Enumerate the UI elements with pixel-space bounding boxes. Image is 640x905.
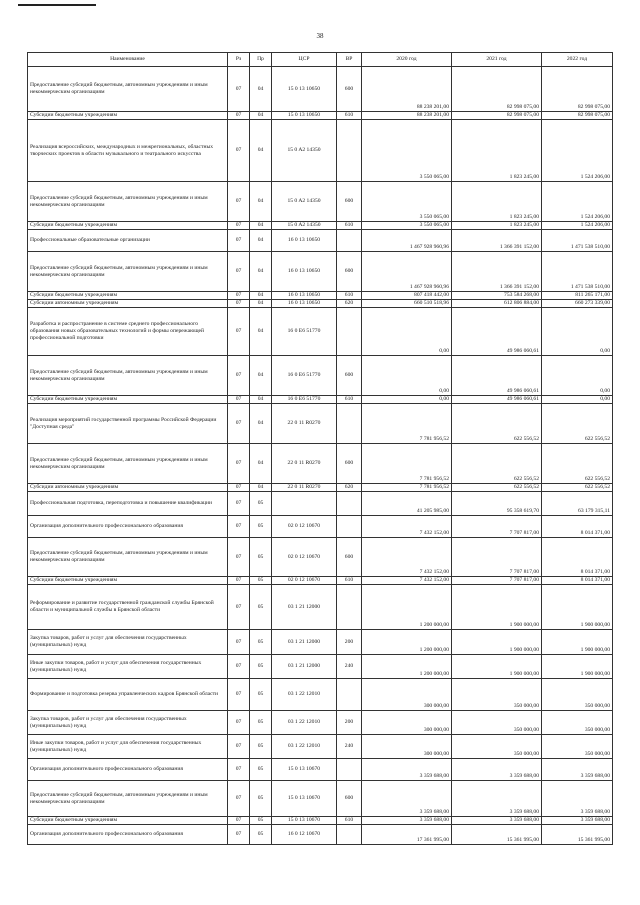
- row-2021: 82 998 075,00: [452, 67, 542, 112]
- row-name: Субсидии бюджетным учреждениям: [28, 577, 228, 585]
- row-csr: [272, 492, 337, 516]
- row-2021: 49 986 060,61: [452, 308, 542, 356]
- row-vr: 240: [337, 655, 362, 679]
- table-row: [28, 492, 613, 516]
- row-name: Субсидии бюджетным учреждениям: [28, 396, 228, 404]
- row-2022: 3 359 688,00: [542, 781, 613, 817]
- row-2020: 3 550 065,00: [362, 120, 452, 182]
- table-row: [28, 711, 613, 735]
- row-2022: 1 900 000,00: [542, 585, 613, 630]
- header-2022: 2022 год: [542, 53, 613, 67]
- row-vr: [337, 585, 362, 630]
- row-2022: 1 471 538 510,00: [542, 252, 613, 292]
- row-2021: 350 000,00: [452, 711, 542, 735]
- row-rz: 07: [228, 655, 250, 679]
- row-2021: 3 359 688,00: [452, 817, 542, 825]
- row-rz: 07: [228, 182, 250, 222]
- row-2022: 3 359 688,00: [542, 759, 613, 781]
- table-row: [28, 112, 613, 120]
- row-2021: 1 900 000,00: [452, 585, 542, 630]
- table-row: [28, 825, 613, 845]
- row-rz: 07: [228, 222, 250, 230]
- row-vr: 610: [337, 817, 362, 825]
- row-vr: 600: [337, 781, 362, 817]
- row-name: Субсидии бюджетным учреждениям: [28, 292, 228, 300]
- row-pr: 04: [250, 404, 272, 444]
- row-rz: 07: [228, 300, 250, 308]
- table-body: [28, 67, 613, 845]
- row-pr: 05: [250, 538, 272, 577]
- table-row: [28, 444, 613, 484]
- row-2020: 7 781 956,52: [362, 404, 452, 444]
- table-row: [28, 577, 613, 585]
- table-row: [28, 308, 613, 356]
- row-2020: 0,00: [362, 308, 452, 356]
- row-name: Иные закупки товаров, работ и услуг для обеспечения государственных (муниципальных) нужд: [28, 735, 228, 759]
- row-2020: 7 781 956,52: [362, 484, 452, 492]
- row-name: Предоставление субсидий бюджетным, автономным учреждениям и иным некоммерческим организациям: [28, 444, 228, 484]
- row-2022: 660 273 339,00: [542, 300, 613, 308]
- row-csr: 03 1 21 12000: [272, 655, 337, 679]
- row-2021: 1 900 000,00: [452, 630, 542, 655]
- table-row: [28, 252, 613, 292]
- row-2021: 7 707 817,00: [452, 538, 542, 577]
- budget-table: [27, 52, 613, 845]
- row-rz: 07: [228, 230, 250, 252]
- table-row: [28, 630, 613, 655]
- row-rz: 07: [228, 112, 250, 120]
- row-rz: 07: [228, 630, 250, 655]
- row-2020: 41 205 985,00: [362, 492, 452, 516]
- row-csr: 02 0 12 10670: [272, 516, 337, 538]
- row-vr: 620: [337, 484, 362, 492]
- row-2021: 1 823 245,00: [452, 120, 542, 182]
- table-row: [28, 230, 613, 252]
- row-name: Закупка товаров, работ и услуг для обеспечения государственных (муниципальных) нужд: [28, 711, 228, 735]
- row-pr: 04: [250, 252, 272, 292]
- row-rz: 07: [228, 679, 250, 711]
- row-vr: 200: [337, 630, 362, 655]
- row-rz: 07: [228, 396, 250, 404]
- row-pr: 05: [250, 492, 272, 516]
- row-2020: 0,00: [362, 396, 452, 404]
- row-pr: 05: [250, 817, 272, 825]
- row-2021: 49 986 060,61: [452, 356, 542, 396]
- table-row: [28, 817, 613, 825]
- row-pr: 05: [250, 679, 272, 711]
- row-csr: 16 0 12 10670: [272, 825, 337, 845]
- row-2022: 3 359 688,00: [542, 817, 613, 825]
- row-2022: 8 014 371,00: [542, 538, 613, 577]
- table-row: [28, 182, 613, 222]
- row-vr: 610: [337, 112, 362, 120]
- row-csr: 16 0 13 10650: [272, 300, 337, 308]
- row-vr: 600: [337, 356, 362, 396]
- row-csr: 03 1 21 12000: [272, 630, 337, 655]
- row-2022: 1 471 538 510,00: [542, 230, 613, 252]
- row-csr: 15 0 13 10650: [272, 112, 337, 120]
- row-2021: 95 358 619,70: [452, 492, 542, 516]
- row-vr: 610: [337, 396, 362, 404]
- row-2022: 350 000,00: [542, 679, 613, 711]
- row-2020: 807 418 442,00: [362, 292, 452, 300]
- row-name: Профессиональные образовательные организации: [28, 230, 228, 252]
- row-name: Реформирование и развитие государственной гражданской службы Брянской области и муниципальной службы в Брянской области: [28, 585, 228, 630]
- row-csr: 16 0 13 10650: [272, 230, 337, 252]
- row-2021: 622 556,52: [452, 444, 542, 484]
- table-row: [28, 679, 613, 711]
- row-name: Предоставление субсидий бюджетным, автономным учреждениям и иным некоммерческим организациям: [28, 538, 228, 577]
- row-pr: 05: [250, 781, 272, 817]
- row-name: Иные закупки товаров, работ и услуг для обеспечения государственных (муниципальных) нужд: [28, 655, 228, 679]
- row-rz: 07: [228, 292, 250, 300]
- row-name: Субсидии бюджетным учреждениям: [28, 817, 228, 825]
- table-row: [28, 735, 613, 759]
- row-pr: 04: [250, 230, 272, 252]
- row-pr: 04: [250, 308, 272, 356]
- row-pr: 04: [250, 292, 272, 300]
- row-2020: 7 781 956,52: [362, 444, 452, 484]
- row-name: Предоставление субсидий бюджетным, автономным учреждениям и иным некоммерческим организациям: [28, 252, 228, 292]
- row-2021: 7 707 817,00: [452, 516, 542, 538]
- table-row: [28, 292, 613, 300]
- row-csr: 16 0 13 10650: [272, 292, 337, 300]
- row-vr: [337, 404, 362, 444]
- row-csr: 16 0 13 10650: [272, 252, 337, 292]
- row-2020: 1 200 000,00: [362, 630, 452, 655]
- table-row: [28, 781, 613, 817]
- row-name: Организация дополнительного профессионального образования: [28, 516, 228, 538]
- row-2021: 15 361 995,00: [452, 825, 542, 845]
- row-2022: 0,00: [542, 308, 613, 356]
- row-2021: 350 000,00: [452, 735, 542, 759]
- row-2021: 1 823 245,00: [452, 182, 542, 222]
- row-name: Предоставление субсидий бюджетным, автономным учреждениям и иным некоммерческим организациям: [28, 781, 228, 817]
- table-row: [28, 404, 613, 444]
- row-2021: 622 556,52: [452, 404, 542, 444]
- row-name: Субсидии автономным учреждениям: [28, 300, 228, 308]
- row-pr: 05: [250, 516, 272, 538]
- row-csr: 15 0 A2 14350: [272, 120, 337, 182]
- row-name: Разработка и распространение в системе среднего профессионального образования новых образовательных технологий и формы опережающей профессиональной подготовки: [28, 308, 228, 356]
- row-rz: 07: [228, 356, 250, 396]
- row-vr: [337, 230, 362, 252]
- table-row: [28, 396, 613, 404]
- row-rz: 07: [228, 781, 250, 817]
- row-2020: 660 510 518,96: [362, 300, 452, 308]
- row-2020: 300 000,00: [362, 679, 452, 711]
- row-pr: 05: [250, 711, 272, 735]
- row-pr: 04: [250, 396, 272, 404]
- row-pr: 04: [250, 356, 272, 396]
- row-2021: 1 823 245,00: [452, 222, 542, 230]
- row-2022: 15 361 995,00: [542, 825, 613, 845]
- row-2020: 3 359 688,00: [362, 781, 452, 817]
- row-csr: 16 0 E6 51770: [272, 308, 337, 356]
- row-pr: 05: [250, 585, 272, 630]
- row-2022: 0,00: [542, 356, 613, 396]
- row-2022: 8 014 371,00: [542, 577, 613, 585]
- table-row: [28, 585, 613, 630]
- row-name: Организация дополнительного профессионального образования: [28, 759, 228, 781]
- row-vr: [337, 516, 362, 538]
- page-number: 38: [316, 32, 324, 40]
- row-name: Предоставление субсидий бюджетным, автономным учреждениям и иным некоммерческим организациям: [28, 182, 228, 222]
- row-pr: 05: [250, 735, 272, 759]
- row-csr: 02 0 12 10670: [272, 577, 337, 585]
- header-2021: 2021 год: [452, 53, 542, 67]
- row-vr: 200: [337, 711, 362, 735]
- row-name: Предоставление субсидий бюджетным, автономным учреждениям и иным некоммерческим организациям: [28, 67, 228, 112]
- top-rule: [18, 4, 96, 6]
- row-2020: 88 238 201,00: [362, 67, 452, 112]
- row-rz: 07: [228, 585, 250, 630]
- row-csr: 03 1 22 12010: [272, 679, 337, 711]
- row-name: Закупка товаров, работ и услуг для обеспечения государственных (муниципальных) нужд: [28, 630, 228, 655]
- row-name: Предоставление субсидий бюджетным, автономным учреждениям и иным некоммерческим организациям: [28, 356, 228, 396]
- row-2022: 82 998 075,00: [542, 112, 613, 120]
- row-2020: 7 432 152,00: [362, 577, 452, 585]
- row-2021: 1 366 391 152,00: [452, 252, 542, 292]
- row-2020: 7 432 152,00: [362, 538, 452, 577]
- row-vr: [337, 759, 362, 781]
- row-name: Субсидии автономным учреждениям: [28, 484, 228, 492]
- row-2021: 1 366 391 152,00: [452, 230, 542, 252]
- header-row: [28, 53, 613, 67]
- row-name: Реализация мероприятий государственной программы Российской Федерации "Доступная среда": [28, 404, 228, 444]
- row-2022: 1 524 206,00: [542, 222, 613, 230]
- row-2022: 1 900 000,00: [542, 630, 613, 655]
- row-2020: 3 359 688,00: [362, 817, 452, 825]
- row-rz: 07: [228, 252, 250, 292]
- row-2022: 63 179 315,11: [542, 492, 613, 516]
- row-2022: 1 524 206,00: [542, 182, 613, 222]
- row-vr: [337, 825, 362, 845]
- row-2022: 350 000,00: [542, 735, 613, 759]
- row-2022: 622 556,52: [542, 484, 613, 492]
- row-vr: [337, 120, 362, 182]
- table-row: [28, 222, 613, 230]
- row-2020: 3 359 688,00: [362, 759, 452, 781]
- table-row: [28, 120, 613, 182]
- row-csr: 15 0 13 10670: [272, 817, 337, 825]
- row-2020: 88 238 201,00: [362, 112, 452, 120]
- table-row: [28, 759, 613, 781]
- row-pr: 04: [250, 300, 272, 308]
- row-rz: 07: [228, 516, 250, 538]
- row-pr: 04: [250, 444, 272, 484]
- row-pr: 04: [250, 120, 272, 182]
- row-vr: 600: [337, 67, 362, 112]
- row-2021: 49 986 060,61: [452, 396, 542, 404]
- table-row: [28, 484, 613, 492]
- row-2021: 3 359 688,00: [452, 781, 542, 817]
- row-2022: 1 900 000,00: [542, 655, 613, 679]
- row-csr: 15 0 A2 14350: [272, 182, 337, 222]
- row-2020: 0,00: [362, 356, 452, 396]
- row-pr: 05: [250, 630, 272, 655]
- table-row: [28, 516, 613, 538]
- row-vr: [337, 308, 362, 356]
- row-2021: 7 707 817,00: [452, 577, 542, 585]
- table-row: [28, 356, 613, 396]
- row-pr: 05: [250, 655, 272, 679]
- row-csr: 15 0 13 10670: [272, 781, 337, 817]
- row-csr: 15 0 13 10650: [272, 67, 337, 112]
- row-name: Организация дополнительного профессионального образования: [28, 825, 228, 845]
- row-rz: 07: [228, 67, 250, 112]
- row-2020: 1 200 000,00: [362, 655, 452, 679]
- row-vr: 600: [337, 252, 362, 292]
- row-name: Реализация всероссийских, международных и межрегиональных, областных творческих проектов в области музыкального и театрального искусства: [28, 120, 228, 182]
- row-vr: 600: [337, 538, 362, 577]
- row-2022: 82 998 075,00: [542, 67, 613, 112]
- row-rz: 07: [228, 538, 250, 577]
- row-rz: 07: [228, 404, 250, 444]
- row-2021: 3 359 688,00: [452, 759, 542, 781]
- row-2020: 300 000,00: [362, 711, 452, 735]
- row-csr: 16 0 E6 51770: [272, 396, 337, 404]
- row-rz: 07: [228, 817, 250, 825]
- row-2022: 622 556,52: [542, 404, 613, 444]
- header-csr: ЦСР: [272, 53, 337, 67]
- row-rz: 07: [228, 484, 250, 492]
- row-csr: 03 1 21 12000: [272, 585, 337, 630]
- row-2020: 3 550 065,00: [362, 222, 452, 230]
- row-2020: 3 550 065,00: [362, 182, 452, 222]
- row-2022: 622 556,52: [542, 444, 613, 484]
- row-rz: 07: [228, 825, 250, 845]
- row-2021: 1 900 000,00: [452, 655, 542, 679]
- row-pr: 04: [250, 67, 272, 112]
- row-csr: 03 1 22 12010: [272, 735, 337, 759]
- row-csr: 15 0 A2 14350: [272, 222, 337, 230]
- row-rz: 07: [228, 444, 250, 484]
- row-csr: 02 0 12 10670: [272, 538, 337, 577]
- row-name: Профессиональная подготовка, переподготовка и повышение квалификации: [28, 492, 228, 516]
- row-pr: 05: [250, 825, 272, 845]
- row-name: Субсидии бюджетным учреждениям: [28, 222, 228, 230]
- row-rz: 07: [228, 577, 250, 585]
- header-vr: ВР: [337, 53, 362, 67]
- row-vr: [337, 492, 362, 516]
- row-2022: 8 014 371,00: [542, 516, 613, 538]
- table-row: [28, 538, 613, 577]
- row-pr: 04: [250, 112, 272, 120]
- row-rz: 07: [228, 492, 250, 516]
- row-csr: 16 0 E6 51770: [272, 356, 337, 396]
- table-row: [28, 300, 613, 308]
- row-2020: 7 432 152,00: [362, 516, 452, 538]
- header-2020: 2020 год: [362, 53, 452, 67]
- row-pr: 05: [250, 577, 272, 585]
- row-pr: 04: [250, 484, 272, 492]
- table-row: [28, 67, 613, 112]
- row-csr: 22 0 11 R0270: [272, 484, 337, 492]
- row-vr: 610: [337, 292, 362, 300]
- row-vr: 600: [337, 444, 362, 484]
- row-2020: 17 361 995,00: [362, 825, 452, 845]
- row-2022: 1 524 206,00: [542, 120, 613, 182]
- row-2021: 753 584 268,00: [452, 292, 542, 300]
- row-pr: 05: [250, 759, 272, 781]
- row-2020: 1 467 928 960,96: [362, 230, 452, 252]
- row-2021: 350 000,00: [452, 679, 542, 711]
- row-2020: 300 000,00: [362, 735, 452, 759]
- row-name: Формирование и подготовка резерва управленческих кадров Брянской области: [28, 679, 228, 711]
- row-rz: 07: [228, 308, 250, 356]
- row-csr: 22 0 11 R0270: [272, 404, 337, 444]
- row-2022: 811 265 171,00: [542, 292, 613, 300]
- row-vr: 610: [337, 577, 362, 585]
- row-2021: 622 556,52: [452, 484, 542, 492]
- row-2021: 612 806 884,00: [452, 300, 542, 308]
- row-vr: 240: [337, 735, 362, 759]
- row-csr: 22 0 11 R0270: [272, 444, 337, 484]
- row-vr: [337, 679, 362, 711]
- header-pr: Пр: [250, 53, 272, 67]
- row-2021: 82 998 075,00: [452, 112, 542, 120]
- row-vr: 610: [337, 222, 362, 230]
- row-rz: 07: [228, 120, 250, 182]
- row-2022: 350 000,00: [542, 711, 613, 735]
- header-rz: Рз: [228, 53, 250, 67]
- table-row: [28, 655, 613, 679]
- row-vr: 600: [337, 182, 362, 222]
- row-name: Субсидии бюджетным учреждениям: [28, 112, 228, 120]
- row-pr: 04: [250, 182, 272, 222]
- row-rz: 07: [228, 711, 250, 735]
- row-vr: 620: [337, 300, 362, 308]
- row-csr: 03 1 22 12010: [272, 711, 337, 735]
- row-rz: 07: [228, 759, 250, 781]
- row-pr: 04: [250, 222, 272, 230]
- header-name: Наименование: [28, 53, 228, 67]
- row-csr: 15 0 13 10670: [272, 759, 337, 781]
- row-2020: 1 200 000,00: [362, 585, 452, 630]
- row-rz: 07: [228, 735, 250, 759]
- row-2022: 0,00: [542, 396, 613, 404]
- row-2020: 1 467 928 960,96: [362, 252, 452, 292]
